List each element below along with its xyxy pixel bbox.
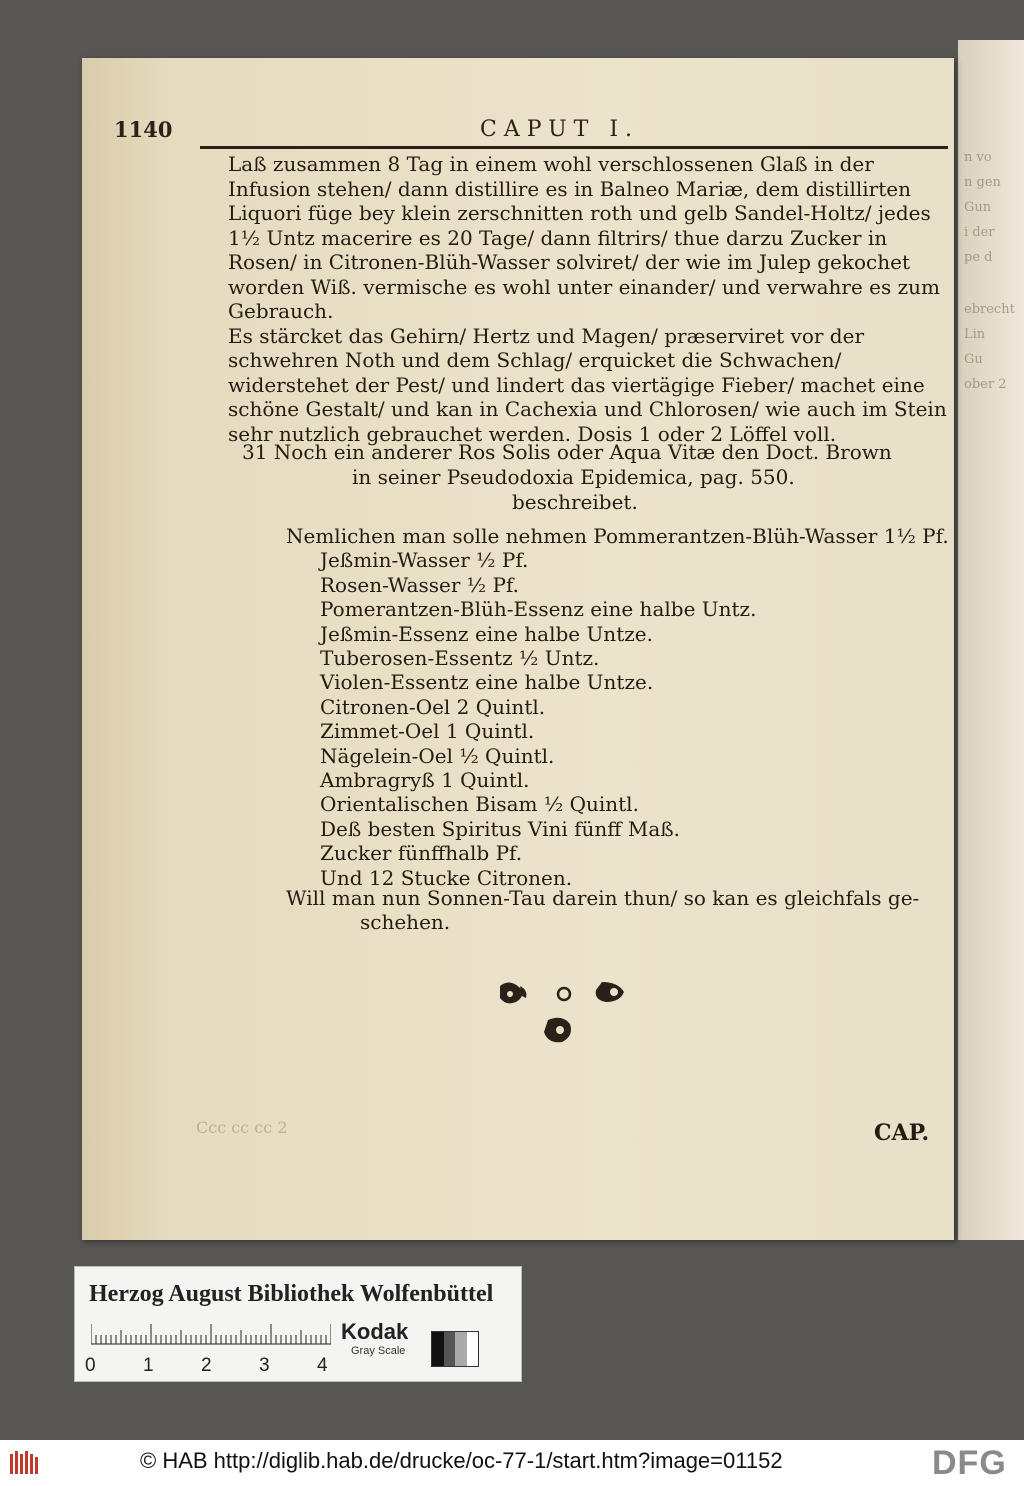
ghost-text: Gun (964, 200, 992, 215)
scale-number: 2 (201, 1355, 212, 1376)
ingredient-item: Jeßmin-Wasser ½ Pf. (320, 548, 529, 573)
ghost-text: n gen (964, 175, 1001, 190)
ingredient-item: Deß besten Spiritus Vini fünff Maß. (320, 816, 680, 841)
scale-number: 1 (143, 1355, 154, 1376)
recipe-intro: Nemlichen man solle nehmen Pommerantzen-Blüh-Wasser 1½ Pf. (286, 524, 949, 548)
closing-sentence (286, 886, 946, 934)
header-rule (200, 146, 948, 149)
ingredient-item: Tuberosen-Essentz ½ Untz. (320, 646, 600, 671)
printers-ornament (494, 978, 634, 1058)
ingredient-list (286, 548, 949, 890)
body-text (228, 152, 948, 446)
closing-line: Will man nun Sonnen-Tau darein thun/ so kan es gleichfals ge- (286, 886, 920, 910)
ghost-text: ebrecht (964, 302, 1015, 317)
ingredient-item: Zucker fünffhalb Pf. (320, 841, 523, 866)
ingredient-item: Nägelein-Oel ½ Quintl. (320, 743, 555, 768)
paragraph: Es stärcket das Gehirn/ Hertz und Magen/ præserviret vor der schwehren Noth und dem Schlag/ erquicket die Schwachen/ widerstehet der Pest/ und lindert das viertägige Fieber/ machet eine schöne Gestalt/ und kan in Cachexia und Chlorosen/ wie auch im Stein sehr nutzlich gebrauchet werden. Dosis 1 oder 2 Löffel voll. (228, 323, 947, 446)
dfg-logo: DFG (932, 1444, 1007, 1482)
ingredient-item: Orientalischen Bisam ½ Quintl. (320, 792, 639, 817)
recipe (286, 524, 949, 890)
scale-number: 0 (85, 1355, 96, 1376)
heading-line: in seiner Pseudodoxia Epidemica, pag. 550. (352, 465, 795, 489)
ghost-text: Lin (964, 327, 986, 342)
ghost-text: ober 2 (964, 377, 1007, 392)
page-header (114, 117, 946, 145)
ingredient-item: Jeßmin-Essenz eine halbe Untze. (320, 621, 653, 646)
gray-scale-label: Gray Scale (351, 1345, 406, 1357)
library-name: Herzog August Bibliothek Wolfenbüttel (89, 1281, 494, 1307)
bleed-through-text: Ccc cc cc 2 (196, 1118, 288, 1137)
scale-number: 3 (259, 1355, 270, 1376)
scale-number: 4 (317, 1355, 328, 1376)
ghost-text: n vo (964, 150, 992, 165)
ingredient-item: Und 12 Stucke Citronen. (320, 865, 573, 890)
closing-line: schehen. (360, 910, 451, 934)
paragraph: Laß zusammen 8 Tag in einem wohl verschlossenen Glaß in der Infusion stehen/ dann distillire es in Balneo Mariæ, dem distillirten Liquori füge bey klein zerschnitten roth und gelb Sandel-Holtz/ jedes 1½ Untz macerire es 20 Tage/ dann filtrirs/ thue darzu Zucker in Rosen/ in Citronen-Blüh-Wasser solviret/ der wie im Julep gekochet worden Wiß. vermische es wohl unter einander/ und verwahre es zum Gebrauch. (228, 152, 941, 323)
heading-line: 31 Noch ein anderer Ros Solis oder Aqua Vitæ den Doct. Brown (242, 440, 892, 464)
page-number: 1140 (114, 117, 173, 142)
ingredient-item: Violen-Essentz eine halbe Untze. (320, 670, 654, 695)
ghost-text: pe d (964, 250, 993, 265)
ingredient-item: Citronen-Oel 2 Quintl. (320, 694, 546, 719)
gray-swatch (431, 1331, 479, 1367)
source-url[interactable]: © HAB http://diglib.hab.de/drucke/oc-77-1/start.htm?image=01152 (140, 1448, 783, 1473)
ingredient-item: Zimmet-Oel 1 Quintl. (320, 719, 535, 744)
ruler-numbers (85, 1355, 345, 1377)
running-head: CAPUT I. (480, 117, 640, 142)
library-scale-card (74, 1266, 522, 1382)
ruler-scale (91, 1323, 331, 1345)
ingredient-item: Rosen-Wasser ½ Pf. (320, 572, 520, 597)
footer-bar (0, 1440, 1024, 1486)
facing-page-edge (958, 40, 1024, 1240)
ingredient-item: Pomerantzen-Blüh-Essenz eine halbe Untz. (320, 597, 757, 622)
ghost-text: Gu (964, 352, 983, 367)
catchword: CAP. (874, 1120, 930, 1146)
ghost-text: i der (964, 225, 995, 240)
heading-line: beschreibet. (512, 490, 638, 514)
hab-logo-icon (8, 1448, 40, 1478)
kodak-logo: Kodak (341, 1319, 409, 1344)
ingredient-item: Ambragryß 1 Quintl. (320, 768, 530, 793)
